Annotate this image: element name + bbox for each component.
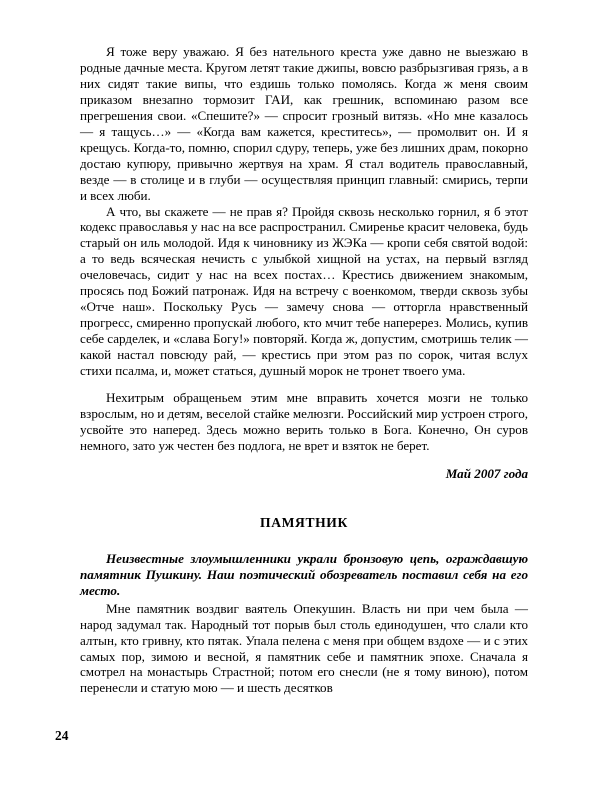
article-date-signature: Май 2007 года [445, 465, 528, 481]
paragraph-body: А что, вы скажете — не прав я? Пройдя сквозь несколько горнил, я б этот кодекс православья у нас на все распространил. Смиренье красит человека, будь старый он иль молодой. Идя к чиновнику из ЖЭКа — кропи себя святой водой: а то ведь всяческая нечисть с улыбкой хищной на устах, на первый взгляд очеловечась, сидит у нас на всех постах… Крестись движением знакомым, просясь под Божий патронаж. Идя на встречу с военкомом, тверди сквозь зубы «Отче наш». Поскольку Русь — замечу снова — отторгла нравственный прогресс, смиренно пропускай любого, кто мчит тебе наперерез. Молись, купив себе сарделек, и «слава Богу!» повторяй. Когда ж, допустим, смотришь телик — какой настал повсюду рай, — крестись при этом раз по сорок, читая вслух стихи псалма, и, может статься, душный морок не тронет твоего ума. [80, 203, 528, 379]
article-title: ПАМЯТНИК [260, 514, 348, 530]
page-number: 24 [55, 728, 69, 743]
paragraph-body: Мне памятник воздвиг ваятель Опекушин. Власть ни при чем была — народ задумал так. Народный тот порыв был столь единодушен, что слали кто алтын, кто гривну, кто пятак. Упала пелена с меня при общем вздохе — и с этих самых пор, зимою и весной, я памятник себе и памятник эпохе. Сначала я смотрел на монастырь Страстной; потом его снесли (не я тому виною), потом перенесли и статую мою — и шесть десятков [80, 600, 528, 696]
article-epigraph: Неизвестные злоумышленники украли бронзовую цепь, ограждавшую памятник Пушкину. Наш поэтический обозреватель поставил себя на его место. [80, 550, 528, 598]
paragraph-body: Нехитрым обращеньем этим мне вправить хочется мозги не только взрослым, но и детям, веселой стайке мелюзги. Российский мир устроен строго, усвойте это наперед. Здесь можно верить только в Бога. Конечно, Он суров немного, зато уж честен без подлога, не врет и взяток не берет. [80, 390, 528, 453]
page-text-block [80, 44, 528, 696]
paragraph-body: Я тоже веру уважаю. Я без нательного креста уже давно не выезжаю в родные дачные места. Кругом летят такие джипы, вовсю разбрызгивая грязь, а в них сидят такие випы, что ездишь только помолясь. Когда ж меня своим приказом внезапно тормозит ГАИ, как грешник, вспоминаю разом все прегрешения свои. «Спешите?» — спросит грозный витязь. «Но мне казалось — я тащусь…» — «Когда вам кажется, креститесь», — промолвит он. И я крещусь. Когда-то, помню, спорил сдуру, теперь, уже без лишних драм, покорно достаю купюру, привычно жертвуя на храм. Я стал водитель православный, везде — в столице и в глуби — осуществляя принцип главный: смирись, терпи и всех люби. [80, 44, 528, 203]
